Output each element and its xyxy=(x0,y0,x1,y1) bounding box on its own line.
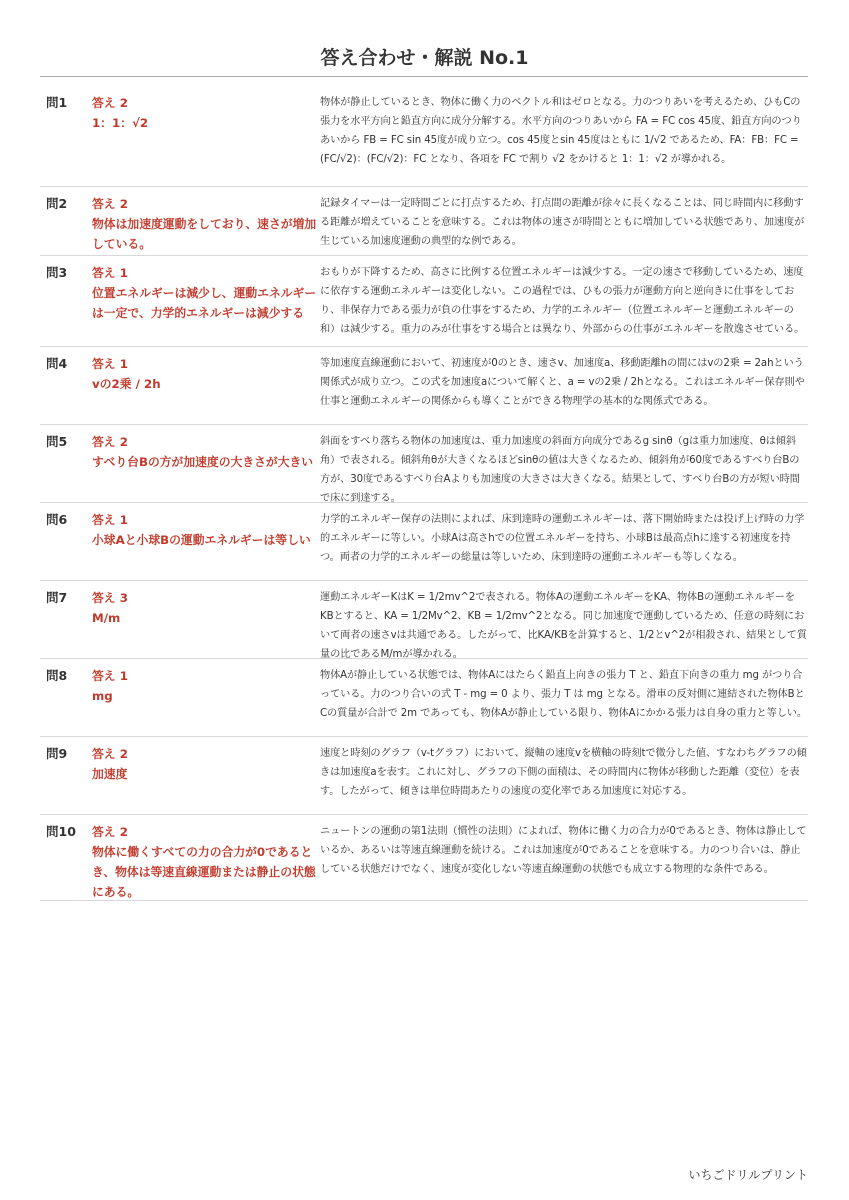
answer-text: 加速度 xyxy=(92,767,128,781)
answer-label: 答え 1 xyxy=(92,266,128,280)
answer-label: 答え 1 xyxy=(92,669,128,683)
answer-text: vの2乗 / 2h xyxy=(92,377,161,391)
explanation-text: 物体が静止しているとき、物体に働く力のベクトル和はゼロとなる。力のつりあいを考えるため、ひもCの張力を水平方向と鉛直方向に成分分解する。水平方向のつりあいから FA = FC cos 45度、鉛直方向のつりあいから FB = FC sin 45度が成り立つ。cos 45度とsin 45度はともに 1/√2 であるため、FA：FB：FC = (FC/√2)：(FC/√2)：FC となり、各項を FC で割り √2 をかけると 1：1：√2 が導かれる。 xyxy=(320,97,802,165)
answer-row xyxy=(40,581,808,659)
question-number: 問8 xyxy=(46,668,68,683)
answer-cell xyxy=(92,86,320,186)
answer-text: 小球Aと小球Bの運動エネルギーは等しい xyxy=(92,533,311,547)
question-number: 問4 xyxy=(46,356,68,371)
answer-row xyxy=(40,347,808,425)
answer-text: M/m xyxy=(92,611,121,625)
answer-cell xyxy=(92,256,320,346)
question-number: 問1 xyxy=(46,95,68,110)
explanation-text: 斜面をすべり落ちる物体の加速度は、重力加速度の斜面方向成分であるg sinθ（gは重力加速度、θは傾斜角）で表される。傾斜角θが大きくなるほどsinθの値は大きくなるため、傾斜角が60度であるすべり台Bの方が、30度であるすべり台Aよりも加速度の大きさは大きくなる。結果として、すべり台Bの方が短い時間で床に到達する。 xyxy=(320,436,800,504)
answer-label: 答え 1 xyxy=(92,513,128,527)
answer-label: 答え 2 xyxy=(92,747,128,761)
answer-row xyxy=(40,737,808,815)
question-number: 問2 xyxy=(46,196,68,211)
answer-text: mg xyxy=(92,689,113,703)
answer-cell xyxy=(92,503,320,580)
answer-cell xyxy=(92,737,320,814)
answer-list xyxy=(40,86,808,901)
answer-label: 答え 2 xyxy=(92,96,128,110)
answer-row xyxy=(40,425,808,503)
answer-cell xyxy=(92,659,320,736)
question-number: 問3 xyxy=(46,265,68,280)
answer-row xyxy=(40,503,808,581)
question-number: 問10 xyxy=(46,824,76,839)
answer-row xyxy=(40,187,808,256)
answer-text: 物体に働くすべての力の合力が0であるとき、物体は等速直線運動または静止の状態にある。 xyxy=(92,845,316,899)
answer-label: 答え 1 xyxy=(92,357,128,371)
explanation-text: 力学的エネルギー保存の法則によれば、床到達時の運動エネルギーは、落下開始時または投げ上げ時の力学的エネルギーに等しい。小球Aは高さhでの位置エネルギーを持ち、小球Bは最高点hに達する初速度を持つ。両者の力学的エネルギーの総量は等しいため、床到達時の運動エネルギーも等しくなる。 xyxy=(320,514,805,563)
answer-row xyxy=(40,256,808,347)
answer-text: 1：1：√2 xyxy=(92,116,149,130)
footer-brand: いちごドリルプリント xyxy=(688,1168,808,1182)
answer-cell xyxy=(92,815,320,900)
answer-cell xyxy=(92,347,320,424)
title-divider xyxy=(40,76,808,77)
answer-label: 答え 3 xyxy=(92,591,128,605)
answer-text: すべり台Bの方が加速度の大きさが大きい xyxy=(92,455,314,469)
explanation-text: ニュートンの運動の第1法則（慣性の法則）によれば、物体に働く力の合力が0であるとき、物体は静止しているか、あるいは等速直線運動を続ける。これは加速度が0であることを意味する。力のつり合いは、静止している状態だけでなく、速度が変化しない等速直線運動の状態でも成立する物理的な条件である。 xyxy=(320,826,807,875)
answer-row xyxy=(40,86,808,187)
explanation-text: 物体Aが静止している状態では、物体Aにはたらく鉛直上向きの張力 T と、鉛直下向きの重力 mg がつり合っている。力のつり合いの式 T - mg = 0 より、張力 T は mg となる。滑車の反対側に連結された物体BとCの質量が合計で 2m であっても、物体Aが静止している限り、物体Aにかかる張力は自身の重力と等しい。 xyxy=(320,670,807,719)
answer-cell xyxy=(92,425,320,502)
answer-text: 物体は加速度運動をしており、速さが増加している。 xyxy=(92,217,317,251)
answer-label: 答え 2 xyxy=(92,435,128,449)
explanation-text: おもりが下降するため、高さに比例する位置エネルギーは減少する。一定の速さで移動しているため、速度に依存する運動エネルギーは変化しない。この過程では、ひもの張力が運動方向と逆向きに仕事をしており、非保存力である張力が負の仕事をするため、力学的エネルギー（位置エネルギーと運動エネルギーの和）は減少する。重力のみが仕事をする場合とは異なり、外部からの仕事がエネルギーを散逸させている。 xyxy=(320,267,805,335)
explanation-text: 等加速度直線運動において、初速度が0のとき、速さv、加速度a、移動距離hの間にはvの2乗 = 2ahという関係式が成り立つ。この式を加速度aについて解くと、a = vの2乗 / 2hとなる。これはエネルギー保存則や仕事と運動エネルギーの関係からも導くことができる物理学の基本的な関係式である。 xyxy=(320,358,805,407)
answer-row xyxy=(40,815,808,901)
explanation-text: 運動エネルギーKはK = 1/2mv^2で表される。物体Aの運動エネルギーをKA、物体Bの運動エネルギーをKBとすると、KA = 1/2Mv^2、KB = 1/2mv^2となる。同じ加速度で運動しているため、任意の時刻において両者の速さvは共通である。したがって、比KA/KBを計算すると、1/2とv^2が相殺され、結果として質量の比であるM/mが導かれる。 xyxy=(320,592,807,660)
answer-label: 答え 2 xyxy=(92,197,128,211)
answer-row xyxy=(40,659,808,737)
question-number: 問9 xyxy=(46,746,68,761)
question-number: 問7 xyxy=(46,590,68,605)
explanation-text: 記録タイマーは一定時間ごとに打点するため、打点間の距離が徐々に長くなることは、同じ時間内に移動する距離が増えていることを意味する。これは物体の速さが時間とともに増加している状態であり、加速度が生じている加速度運動の典型的な例である。 xyxy=(320,198,805,247)
answer-cell xyxy=(92,187,320,255)
answer-text: 位置エネルギーは減少し、運動エネルギーは一定で、力学的エネルギーは減少する xyxy=(92,286,317,320)
answer-cell xyxy=(92,581,320,658)
question-number: 問5 xyxy=(46,434,68,449)
explanation-text: 速度と時刻のグラフ（v-tグラフ）において、縦軸の速度vを横軸の時刻tで微分した値、すなわちグラフの傾きは加速度aを表す。これに対し、グラフの下側の面積は、その時間内に物体が移動した距離（変位）を表す。したがって、傾きは単位時間あたりの速度の変化率である加速度に対応する。 xyxy=(320,748,807,797)
page-title: 答え合わせ・解説 No.1 xyxy=(320,47,529,69)
question-number: 問6 xyxy=(46,512,68,527)
answer-label: 答え 2 xyxy=(92,825,128,839)
